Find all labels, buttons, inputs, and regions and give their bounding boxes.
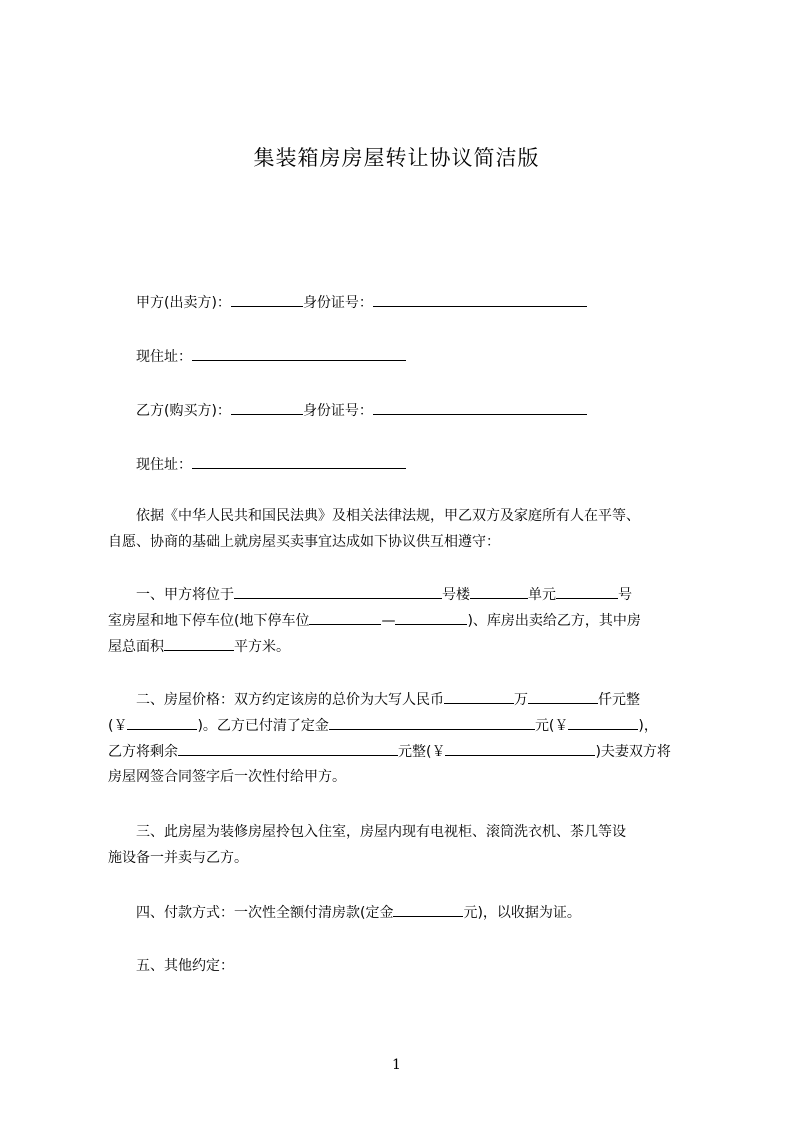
party-b-name-blank [231, 400, 303, 415]
clause1-text: 平方米。 [234, 639, 290, 655]
clause1-area-blank [164, 636, 234, 651]
party-a-id-label: 身份证号： [302, 295, 373, 311]
preamble-line-2: 自愿、协商的基础上就房屋买卖事宜达成如下协议供互相遵守： [108, 534, 500, 550]
clause2-line-4: 房屋网签合同签字后一次性付给甲方。 [108, 769, 346, 785]
clause1-line-1 [136, 584, 632, 605]
clause1-parking-blank-1 [309, 610, 381, 625]
clause2-remaining-blank [178, 741, 398, 756]
clause2-remaining-amount-blank [445, 741, 595, 756]
party-b-id-label: 身份证号： [302, 403, 373, 419]
clause1-line-3 [108, 636, 290, 657]
clause4-text: 元)，以收据为证。 [463, 905, 581, 921]
clause2-line-2 [108, 715, 658, 736]
party-b-id-blank [373, 400, 587, 415]
clause2-deposit-amount-blank [568, 715, 638, 730]
clause2-text: )。乙方已付清了定金 [197, 718, 329, 734]
clause1-text: — [381, 613, 396, 629]
clause2-text: )， [638, 718, 658, 734]
party-b-address-blank [192, 454, 406, 469]
clause2-text: 仟元整 [598, 692, 640, 708]
party-a-label: 甲方(出卖方)： [136, 295, 231, 311]
clause1-text: 屋总面积 [108, 639, 164, 655]
clause1-line-2 [108, 610, 641, 631]
clause4-deposit-blank [393, 902, 463, 917]
clause1-parking-blank-2 [395, 610, 467, 625]
clause2-total-amount-blank [127, 715, 197, 730]
clause2-line-3 [108, 741, 671, 762]
page-number: 1 [392, 1057, 401, 1073]
party-a-id-blank [373, 292, 587, 307]
clause1-text: 单元 [528, 587, 556, 603]
clause1-text: 一、甲方将位于 [136, 587, 234, 603]
clause1-text: 号 [618, 587, 632, 603]
party-b-line [136, 400, 587, 421]
clause2-text: 二、房屋价格：双方约定该房的总价为大写人民币 [136, 692, 444, 708]
clause2-text: 万 [514, 692, 528, 708]
clause2-line-1 [136, 689, 640, 710]
clause2-wan-blank [444, 689, 514, 704]
clause5-line: 五、其他约定： [136, 958, 234, 974]
clause3-line-2: 施设备一并卖与乙方。 [108, 850, 248, 866]
clause1-building-blank [470, 584, 528, 599]
party-b-label: 乙方(购买方)： [136, 403, 231, 419]
clause1-text: )、库房出卖给乙方，其中房 [467, 613, 641, 629]
clause1-location-blank [234, 584, 442, 599]
clause2-deposit-blank [329, 715, 535, 730]
party-a-address-line [136, 346, 406, 367]
document-title: 集装箱房房屋转让协议简洁版 [253, 146, 540, 170]
preamble-line-1: 依据《中华人民共和国民法典》及相关法律法规，甲乙双方及家庭所有人在平等、 [136, 508, 640, 524]
party-a-name-blank [231, 292, 303, 307]
clause2-text: 元整(￥ [398, 744, 446, 760]
clause2-text: 元(￥ [534, 718, 569, 734]
party-a-address-blank [192, 346, 406, 361]
party-a-line [136, 292, 587, 313]
clause2-qian-blank [528, 689, 598, 704]
clause1-unit-blank [556, 584, 618, 599]
clause3-line-1: 三、此房屋为装修房屋拎包入住室，房屋内现有电视柜、滚筒洗衣机、茶几等设 [136, 824, 626, 840]
clause2-text: )夫妻双方将 [595, 744, 671, 760]
party-a-address-label: 现住址： [136, 349, 192, 365]
party-b-address-label: 现住址： [136, 457, 192, 473]
clause1-text: 室房屋和地下停车位(地下停车位 [108, 613, 310, 629]
clause2-text: (￥ [108, 718, 128, 734]
party-b-address-line [136, 454, 406, 475]
clause2-text: 乙方将剩余 [108, 744, 178, 760]
clause4-text: 四、付款方式：一次性全额付清房款(定金 [136, 905, 394, 921]
clause4-line [136, 902, 581, 923]
clause1-text: 号楼 [442, 587, 470, 603]
